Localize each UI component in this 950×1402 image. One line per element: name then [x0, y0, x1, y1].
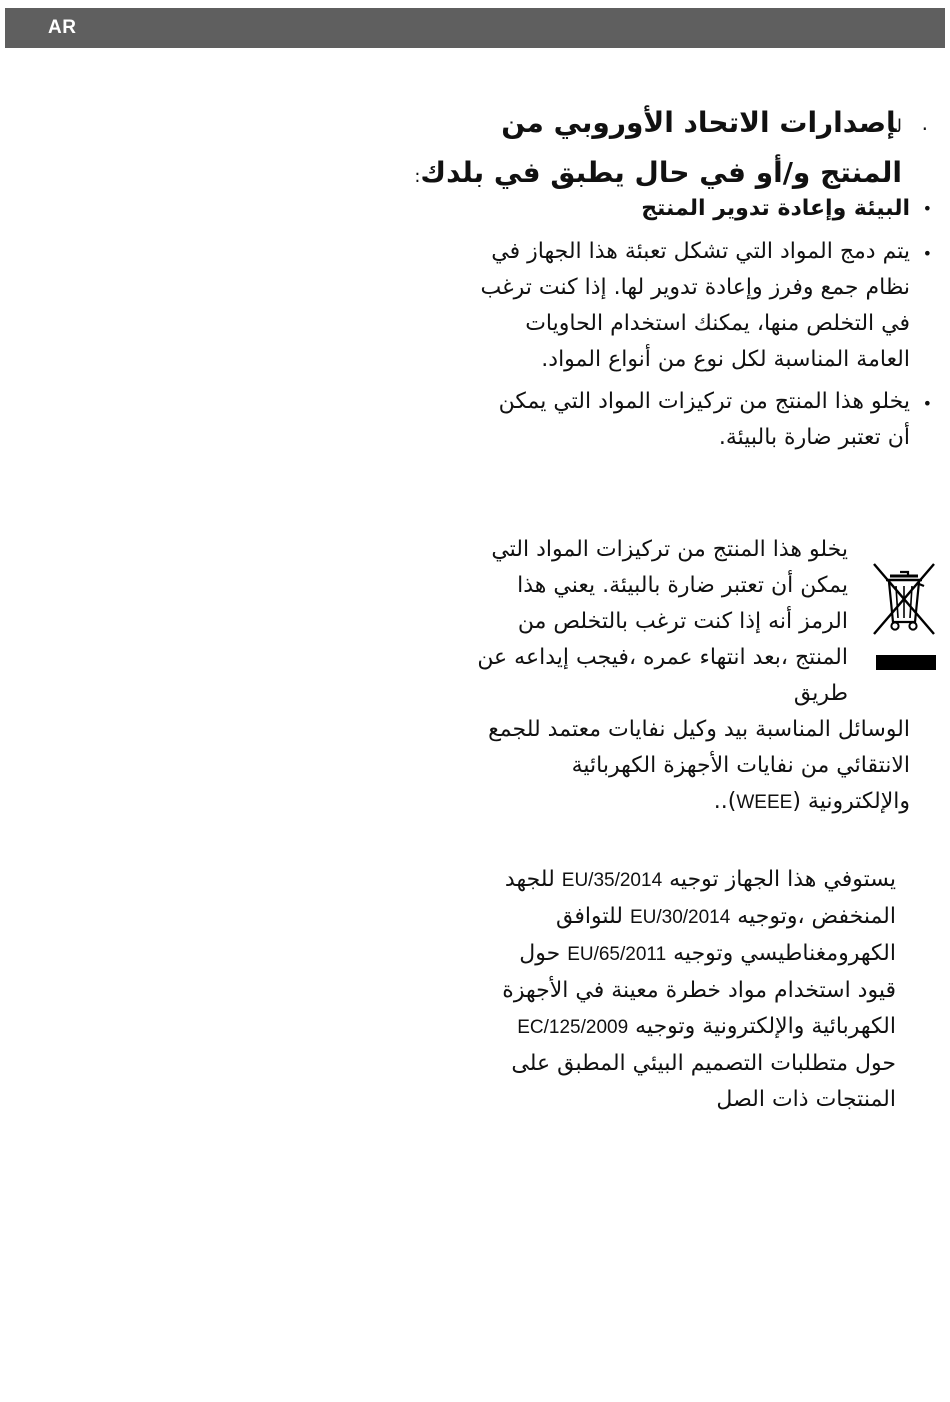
header-bar	[5, 8, 945, 48]
directive-code-low-voltage: EU/35/2014	[561, 870, 663, 891]
directive-text-2: للجهد المنخفض ،وتوجيه	[504, 867, 896, 929]
directive-code-ecodesign: EC/125/2009	[517, 1017, 629, 1038]
eu-directives-statement	[496, 862, 896, 1118]
directive-code-rohs: EU/65/2011	[567, 944, 667, 965]
environment-bullet-list	[480, 234, 932, 462]
harmful-substances-text: يخلو هذا المنتج من تركيزات المواد التي يمكن أن تعتبر ضارة بالبيئة.	[498, 389, 910, 450]
weee-abbreviation: WEEE	[736, 792, 793, 813]
directive-code-emc: EU/30/2014	[629, 907, 731, 928]
list-bullet: •	[922, 394, 932, 413]
subheading-bullet: •	[922, 199, 932, 218]
weee-tail-part-1: الوسائل المناسبة بيد وكيل نفايات معتمد للجمع الانتقائي من نفايات الأجهزة الكهربائية والإلكترونية (	[488, 717, 910, 814]
subheading-text: البيئة وإعادة تدوير المنتج	[641, 196, 910, 221]
heading-mark: ل	[896, 116, 902, 137]
list-bullet: •	[922, 244, 932, 263]
heading-line-2	[414, 150, 902, 200]
directive-text-4: حول قيود استخدام مواد خطرة معينة في الأجهزة الكهربائية والإلكترونية وتوجيه	[502, 941, 896, 1039]
heading-text-1: إصدارات الاتحاد الأوروبي من	[501, 106, 897, 139]
directive-text-3: للتوافق الكهرومغناطيسي وتوجيه	[555, 904, 896, 966]
language-code: AR	[48, 17, 77, 38]
weee-lead-text: يخلو هذا المنتج من تركيزات المواد التي يمكن أن تعتبر ضارة بالبيئة. يعني هذا الرمز أنه إذا كنت ترغب بالتخلص من المنتج ،بعد انتهاء عمره ،فيجب إيداعه عن طريق	[477, 537, 848, 706]
directive-text-5: حول متطلبات التصميم البيئي المطبق على المنتجات ذات الصل	[511, 1051, 896, 1112]
weee-disposal-note	[470, 532, 910, 821]
heading-bullet: .	[921, 111, 928, 135]
environment-subheading	[510, 194, 932, 224]
heading-line-1	[472, 100, 928, 150]
heading-text-2: المنتج و/أو في حال يطبق في بلدك	[420, 156, 902, 189]
directive-text-1: يستوفي هذا الجهاز توجيه	[662, 867, 896, 892]
heading-colon: :	[414, 166, 421, 187]
list-item	[480, 234, 932, 378]
list-item	[480, 384, 932, 456]
weee-tail-part-2: )..	[713, 789, 737, 814]
eu-notice-heading	[414, 100, 928, 200]
weee-tail-text	[470, 712, 910, 821]
packaging-recycling-text: يتم دمج المواد التي تشكل تعبئة هذا الجهاز في نظام جمع وفرز وإعادة تدوير لها. إذا كنت ترغب في التخلص منها، يمكنك استخدام الحاويات العامة المناسبة لكل نوع من أنواع المواد.	[480, 239, 910, 372]
